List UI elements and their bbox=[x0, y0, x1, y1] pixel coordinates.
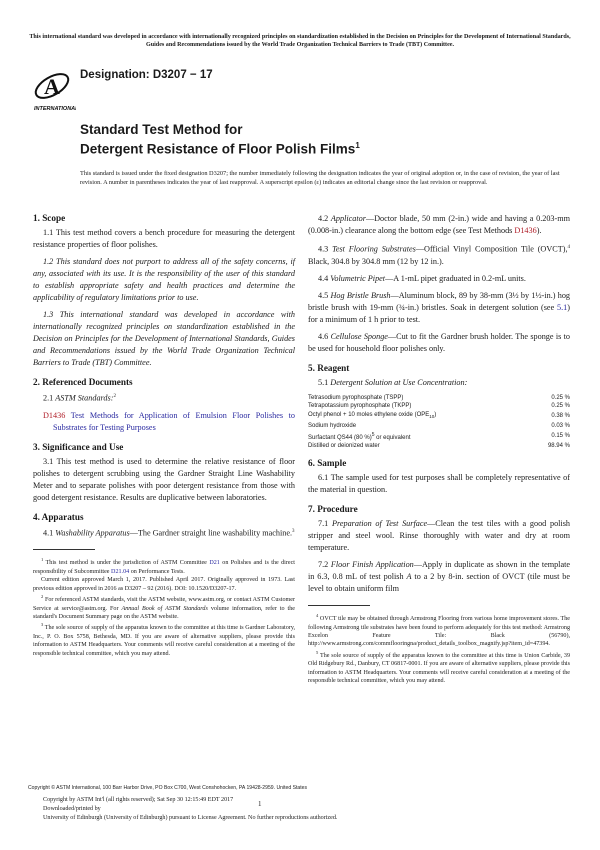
para-label: Applicator bbox=[330, 214, 366, 223]
para-number: 7.2 bbox=[318, 560, 329, 570]
para-4-4 bbox=[308, 273, 570, 285]
downloaded-by: Downloaded/printed by bbox=[43, 806, 101, 812]
para-7-1 bbox=[308, 518, 570, 554]
footnote-text: The sole source of supply of the apparatus known to the committee at this time is Gardner Laboratory, Inc., P. O. Box 5758, Bethesda, MD. If you are aware of alternative suppliers, please provide this information to ASTM Headquarters. Your comments will receive careful consideration at a meeting of the responsible technical committee, which you may attend. bbox=[33, 625, 296, 657]
para-label: Floor Finish Application bbox=[330, 560, 414, 570]
table-row bbox=[308, 431, 570, 443]
para-text: —Clean the test tiles with a good polish stripper and steel wool. Rinse thoroughly with water and dry at room temperature. bbox=[308, 519, 571, 553]
para-number: 4.6 bbox=[318, 331, 329, 341]
footnote-mark: 1 bbox=[41, 557, 44, 563]
para-italic: A bbox=[406, 572, 412, 582]
reagent-name-text: Surfactant QS44 (80 %) bbox=[308, 434, 372, 441]
para-label: Washability Apparatus bbox=[55, 528, 130, 538]
footnote-text: This test method is under the jurisdiction of ASTM Committee bbox=[45, 560, 207, 567]
right-footnotes bbox=[308, 612, 570, 685]
copyright-line: Copyright © ASTM International, 100 Barr Harbor Drive, PO Box C700, West Conshohocken, PA 19428-2959. United States bbox=[28, 785, 308, 791]
committee-link-d21[interactable]: D21 bbox=[209, 560, 220, 567]
para-number: 2.1 bbox=[43, 393, 54, 403]
issued-note: This standard is issued under the fixed designation D3207; the number immediately following the designation indicates the year of original adoption or, in the case of revision, the year of last revision. A number in parentheses indicates the year of last reapproval. A superscript epsilon (ε) indicates an editorial change since the last revision or reapproval. bbox=[80, 170, 560, 186]
astm-logo-icon bbox=[30, 66, 76, 112]
para-3-1: 3.1 This test method is used to determine the relative resistance of floor polishes to detergent scrubbing using the Gardner Straight Line Washability Meter and to separate polishes with poor detergent resistance from those with good detergent resistance. Results are duplicative between laboratories. bbox=[33, 456, 295, 502]
footnote-text: on Performance Tests. bbox=[130, 568, 185, 575]
footnote-mark-5[interactable]: 5 bbox=[371, 431, 375, 438]
section-referenced-documents-heading: 2. Referenced Documents bbox=[33, 377, 133, 387]
section-procedure-heading: 7. Procedure bbox=[308, 504, 358, 515]
footnote-text: volume information, refer to the standard's Document Summary page on the ASTM website. bbox=[33, 605, 295, 620]
para-number: 7.1 bbox=[318, 519, 329, 529]
footnote-1 bbox=[33, 556, 295, 576]
para-text: —A 1-mL pipet graduated in 0.2-mL units. bbox=[385, 273, 526, 283]
para-number: 4.4 bbox=[318, 273, 329, 283]
para-number: 4.5 bbox=[318, 290, 329, 300]
reagent-name: Tetrasodium pyrophosphate (TSPP) bbox=[308, 394, 404, 401]
reagent-name bbox=[308, 431, 520, 443]
para-text: —Official Vinyl Composition Tile (OVCT), bbox=[415, 244, 568, 254]
subscript: 10 bbox=[429, 414, 435, 420]
section-sample-heading: 6. Sample bbox=[308, 458, 347, 469]
para-4-1 bbox=[33, 526, 295, 540]
para-1-1: 1.1 This test method covers a bench procedure for measuring the detergent resistance properties of floor polishes. bbox=[33, 228, 295, 249]
para-2-1 bbox=[33, 391, 295, 405]
para-text: ) for a minimum of 1 h prior to test. bbox=[308, 302, 570, 324]
copyright-date: Copyright by ASTM Int'l (all rights reserved); Sat Sep 30 12:15:49 EDT 2017 bbox=[43, 797, 234, 803]
footnote-2 bbox=[33, 593, 295, 621]
section-scope-heading: 1. Scope bbox=[33, 213, 66, 223]
left-footnotes bbox=[33, 556, 295, 658]
title-line-1: Standard Test Method for bbox=[80, 122, 243, 137]
footnote-text: The sole source of supply of the apparatus known to the committee at this time is Union Carbide, 39 Old Ridgebury Rd., Danbury, CT 06817-0001. If you are aware of alternative suppliers, please provide this information to ASTM Headquarters. Your comments will receive careful consideration at a meeting of the responsible technical committee, which you may attend. bbox=[308, 652, 570, 685]
ref-link-d1436-inline[interactable]: D1436 bbox=[514, 226, 537, 235]
para-text: —Cut to fit the Gardner brush holder. The sponge is to be used for household floor polishes only. bbox=[308, 331, 570, 353]
tbt-notice: This international standard was developed in accordance with internationally recognized principles on standardization established in the Decision on Principles for the Development of International Standards, Guides and Recommendations issued by the World Trade Organization Technical Barriers to Trade (TBT) Committee. bbox=[29, 34, 571, 48]
reference-item bbox=[33, 410, 295, 434]
table-row bbox=[308, 394, 570, 403]
para-1-3: 1.3 This international standard was developed in accordance with internationally recognized principles on standardization established in the Decision on Principles for the Development of International Standards, Guides and Recommendations issued by the World Trade Organization Technical Barriers to Trade (TBT) Committee. bbox=[33, 310, 295, 367]
reagent-name-tail: or equivalent bbox=[374, 434, 411, 441]
para-4-6 bbox=[308, 331, 570, 355]
license-notice: University of Edinburgh (University of Edinburgh) pursuant to License Agreement. No further reproductions authorized. bbox=[43, 815, 338, 821]
para-text: Black, 304.8 by 304.8 mm (12 by 12 in.). bbox=[308, 256, 444, 266]
para-label: Cellulose Sponge bbox=[330, 331, 388, 341]
astm-standards-label: ASTM Standards: bbox=[55, 393, 114, 403]
footnote-4 bbox=[308, 612, 570, 649]
subcommittee-link-d21-04[interactable]: D21.04 bbox=[111, 568, 130, 575]
para-number: 5.1 bbox=[318, 377, 329, 387]
edition-note: Current edition approved March 1, 2017. Published April 2017. Originally approved in 1973. Last previous edition approved in 2016 as D3207 – 92 (2016). DOI: 10.1520/D3207-17. bbox=[33, 577, 295, 592]
reagent-value: 0.38 % bbox=[551, 413, 570, 420]
footnote-mark: 5 bbox=[316, 649, 319, 655]
para-text: —Apply in duplicate as shown in the template in 6.3, 0.8 mL of test polish bbox=[308, 560, 571, 582]
reagent-name: Sodium hydroxide bbox=[308, 423, 357, 430]
section-significance-heading: 3. Significance and Use bbox=[33, 441, 124, 452]
logo-text: INTERNATIONAL bbox=[34, 106, 76, 112]
para-number: 4.3 bbox=[318, 244, 329, 254]
footnote-mark-3[interactable]: 3 bbox=[292, 528, 295, 534]
para-label: Hog Bristle Brush bbox=[330, 290, 391, 300]
reagent-value: 0.03 % bbox=[551, 423, 570, 430]
para-7-2 bbox=[308, 559, 570, 595]
para-6-1: 6.1 The sample used for test purposes shall be completely representative of the material in question. bbox=[308, 473, 570, 495]
table-row bbox=[308, 442, 570, 451]
para-text: ). bbox=[536, 226, 542, 235]
footnote-5 bbox=[308, 649, 570, 686]
reagent-table bbox=[308, 394, 570, 451]
page-number: 1 bbox=[258, 800, 262, 808]
left-column bbox=[33, 212, 295, 658]
para-text: —The Gardner straight line washability machine. bbox=[129, 528, 293, 538]
table-row bbox=[308, 422, 570, 431]
reagent-name bbox=[308, 411, 520, 422]
section-reagent-heading: 5. Reagent bbox=[308, 362, 350, 373]
footnote-text: on Polishes and is the direct responsibility of Subcommittee bbox=[33, 560, 295, 575]
footnote-text: For referenced ASTM standards, visit the ASTM website, www.astm.org, or contact ASTM Customer Service at service@astm.org. For bbox=[33, 597, 295, 612]
para-4-5 bbox=[308, 290, 570, 326]
table-row bbox=[308, 411, 570, 422]
reagent-value: 0.25 % bbox=[551, 403, 570, 410]
para-5-1 bbox=[308, 377, 570, 389]
para-1-2: 1.2 This standard does not purport to address all of the safety concerns, if any, associated with its use. It is the responsibility of the user of this standard to establish appropriate safety and health practices and determine the applicability of regulatory limitations prior to use. bbox=[33, 257, 295, 302]
para-text: —Doctor blade, 50 mm (2-in.) wide and having a 0.203-mm (0.008-in.) clearance along the bottom edge (see Test Methods bbox=[308, 214, 570, 235]
download-notice bbox=[43, 796, 337, 823]
reagent-name: Distilled or deionized water bbox=[308, 443, 380, 450]
designation: Designation: D3207 − 17 bbox=[80, 69, 213, 81]
footnote-mark-4[interactable]: 4 bbox=[567, 245, 570, 250]
section-link-5-1[interactable]: 5.1 bbox=[557, 302, 568, 312]
footnote-divider bbox=[308, 605, 370, 606]
right-column bbox=[308, 213, 570, 685]
page-title bbox=[80, 122, 360, 158]
para-text: to a 2 by 8-in. section of OVCT (tile must be level to obtain uniform film bbox=[308, 572, 570, 594]
ref-link-d1436[interactable]: D1436 bbox=[43, 410, 66, 420]
footnote-mark-2[interactable]: 2 bbox=[113, 394, 116, 399]
para-text: —Aluminum block, 89 by 38-mm (3½ by 1½-in.) hog bristle brush with 19-mm (¾-in.) bristles. Soak in detergent solution (see bbox=[308, 290, 571, 312]
reagent-value: 0.15 % bbox=[551, 433, 570, 440]
ref-title-link[interactable]: Test Methods for Application of Emulsion Floor Polishes to Substrates for Testing Purposes bbox=[53, 410, 296, 432]
para-label: Volumetric Pipet bbox=[330, 273, 386, 283]
para-4-2 bbox=[308, 213, 570, 237]
para-label: Preparation of Test Surface bbox=[331, 519, 428, 529]
reagent-name-text: Octyl phenol + 10 moles ethylene oxide (OPE bbox=[308, 412, 430, 419]
reagent-value: 98.94 % bbox=[547, 443, 570, 450]
section-apparatus-heading: 4. Apparatus bbox=[33, 511, 84, 522]
reagent-name-tail: ) bbox=[434, 412, 437, 419]
para-number: 4.1 bbox=[43, 528, 54, 538]
para-4-3 bbox=[308, 242, 570, 268]
footnote-italic: Annual Book of ASTM Standards bbox=[121, 605, 208, 612]
footnote-text: OVCT tile may be obtained through Armstrong Flooring from various home improvement stores. The following Armstrong tile substrates have been found to perform adequately for this test method: Armstrong Excelon Feature Tile: Black (56790), http://www.armstrong.com/commflooringna/product_details_toolbox_magnify.jsp?item_id=47394. bbox=[308, 616, 570, 648]
footnote-mark: 2 bbox=[41, 594, 44, 600]
para-label: Detergent Solution at Use Concentration: bbox=[330, 377, 468, 387]
table-row bbox=[308, 402, 570, 411]
para-label: Test Flooring Substrates bbox=[332, 244, 416, 254]
footnote-mark: 4 bbox=[316, 613, 319, 619]
footnote-mark: 3 bbox=[41, 622, 44, 628]
title-footnote-mark[interactable]: 1 bbox=[355, 141, 360, 150]
para-number: 4.2 bbox=[318, 214, 329, 223]
footnote-divider bbox=[33, 549, 95, 550]
reagent-name: Tetrapotassium pyrophosphate (TKPP) bbox=[308, 403, 412, 410]
svg-text:A: A bbox=[44, 74, 60, 99]
reagent-value: 0.25 % bbox=[551, 394, 570, 401]
footnote-3 bbox=[33, 621, 295, 658]
title-line-2: Detergent Resistance of Floor Polish Films bbox=[80, 141, 356, 157]
